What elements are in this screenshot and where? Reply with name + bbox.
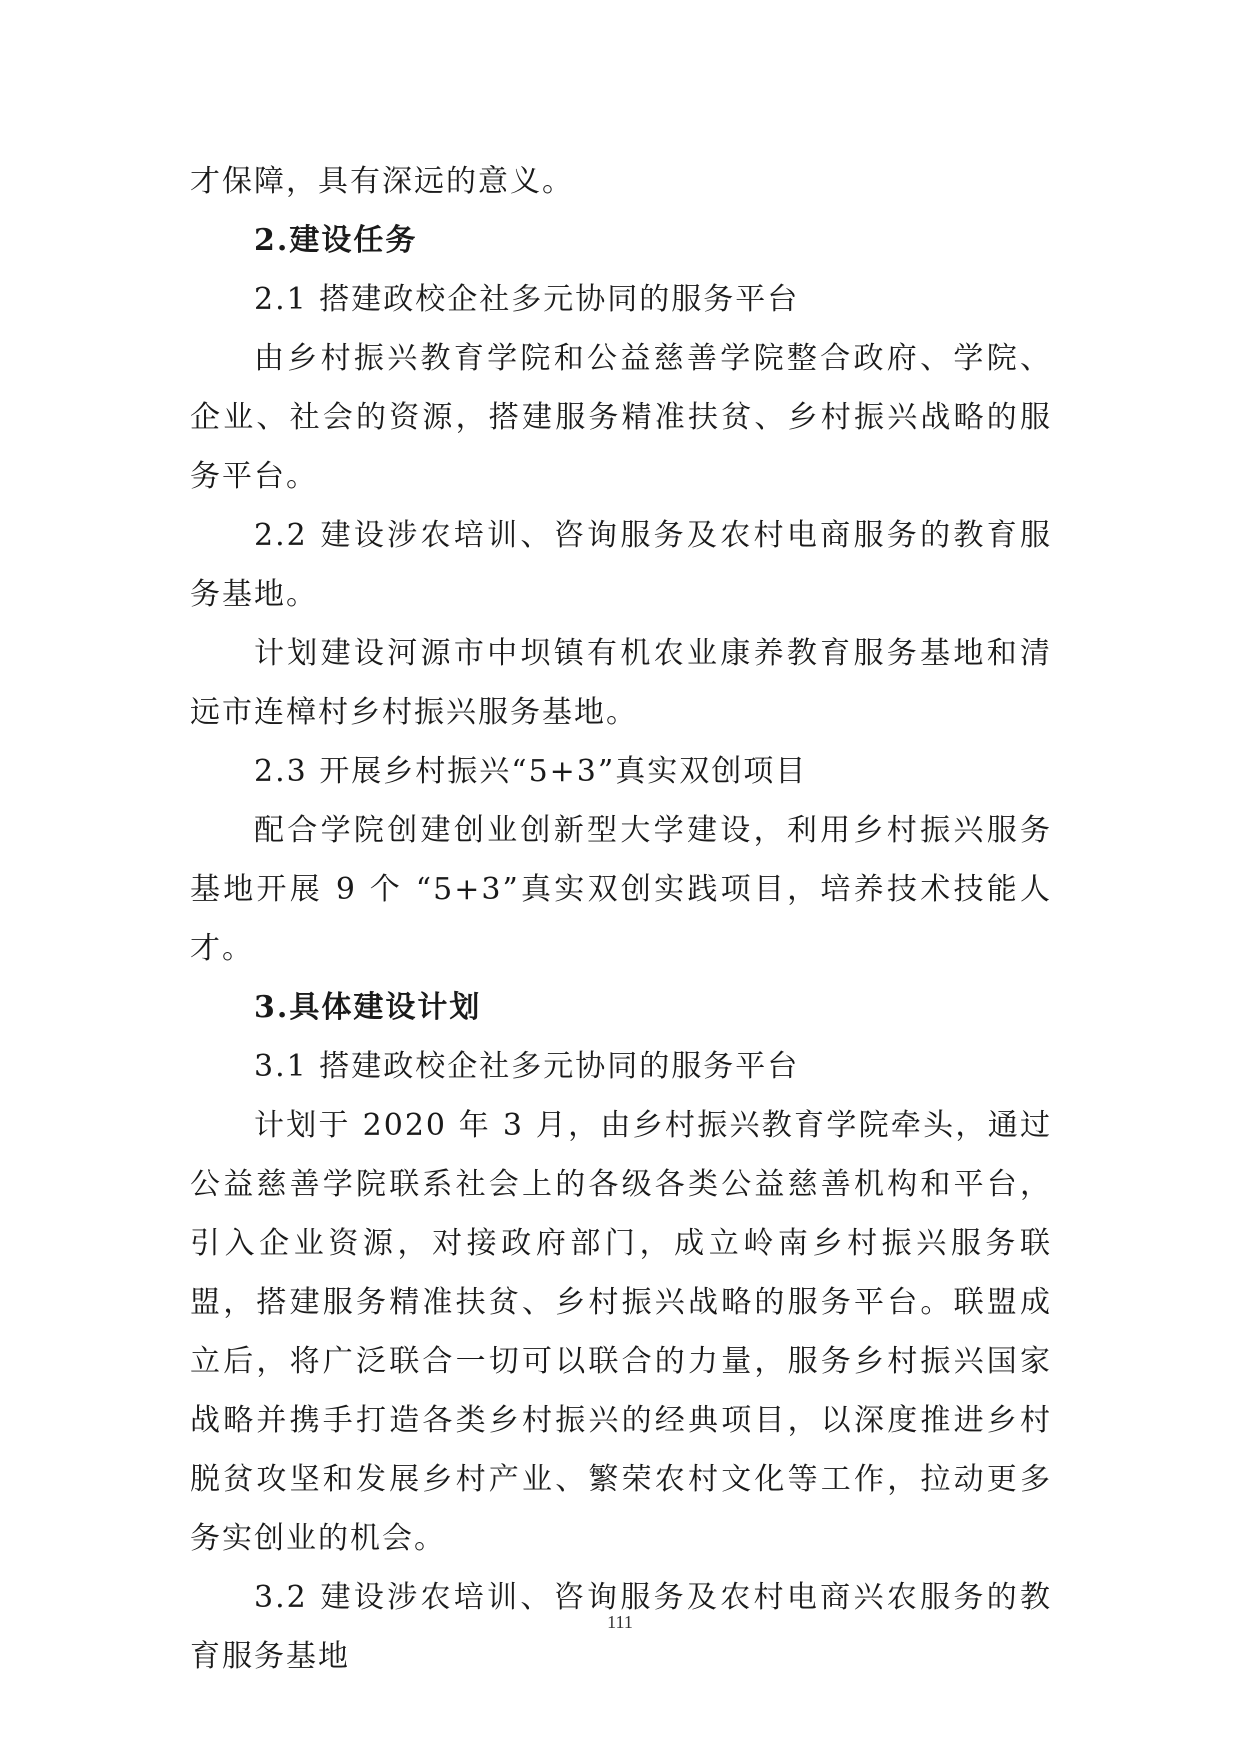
subsection-heading-3-1: 3.1 搭建政校企社多元协同的服务平台	[254, 1049, 800, 1084]
page-body	[190, 152, 1052, 1686]
paragraph-3-1: 计划于 2020 年 3 月，由乡村振兴教育学院牵头，通过公益慈善学院联系社会上的各级各类公益慈善机构和平台，引入企业资源，对接政府部门，成立岭南乡村振兴服务联盟，搭建服务精准扶贫、乡村振兴战略的服务平台。联盟成立后，将广泛联合一切可以联合的力量，服务乡村振兴国家战略并携手打造各类乡村振兴的经典项目，以深度推进乡村脱贫攻坚和发展乡村产业、繁荣农村文化等工作，拉动更多务实创业的机会。	[190, 1108, 1052, 1556]
section-heading-2: 2.建设任务	[254, 223, 418, 258]
section-heading-3: 3.具体建设计划	[254, 990, 482, 1025]
subsection-heading-3-2: 3.2 建设涉农培训、咨询服务及农村电商兴农服务的教育服务基地	[190, 1580, 1052, 1674]
subsection-heading-2-3: 2.3 开展乡村振兴“5+3”真实双创项目	[254, 754, 808, 789]
paragraph-2-1: 由乡村振兴教育学院和公益慈善学院整合政府、学院、企业、社会的资源，搭建服务精准扶贫、乡村振兴战略的服务平台。	[190, 341, 1052, 494]
subsection-heading-2-2: 2.2 建设涉农培训、咨询服务及农村电商服务的教育服务基地。	[190, 518, 1052, 612]
subsection-heading-2-1: 2.1 搭建政校企社多元协同的服务平台	[254, 282, 800, 317]
paragraph-2-3: 配合学院创建创业创新型大学建设，利用乡村振兴服务基地开展 9 个 “5+3”真实双创实践项目，培养技术技能人才。	[190, 813, 1052, 966]
paragraph-2-2: 计划建设河源市中坝镇有机农业康养教育服务基地和清远市连樟村乡村振兴服务基地。	[190, 636, 1052, 730]
page-number: 111	[607, 1612, 633, 1632]
paragraph-continuation: 才保障，具有深远的意义。	[190, 164, 574, 199]
